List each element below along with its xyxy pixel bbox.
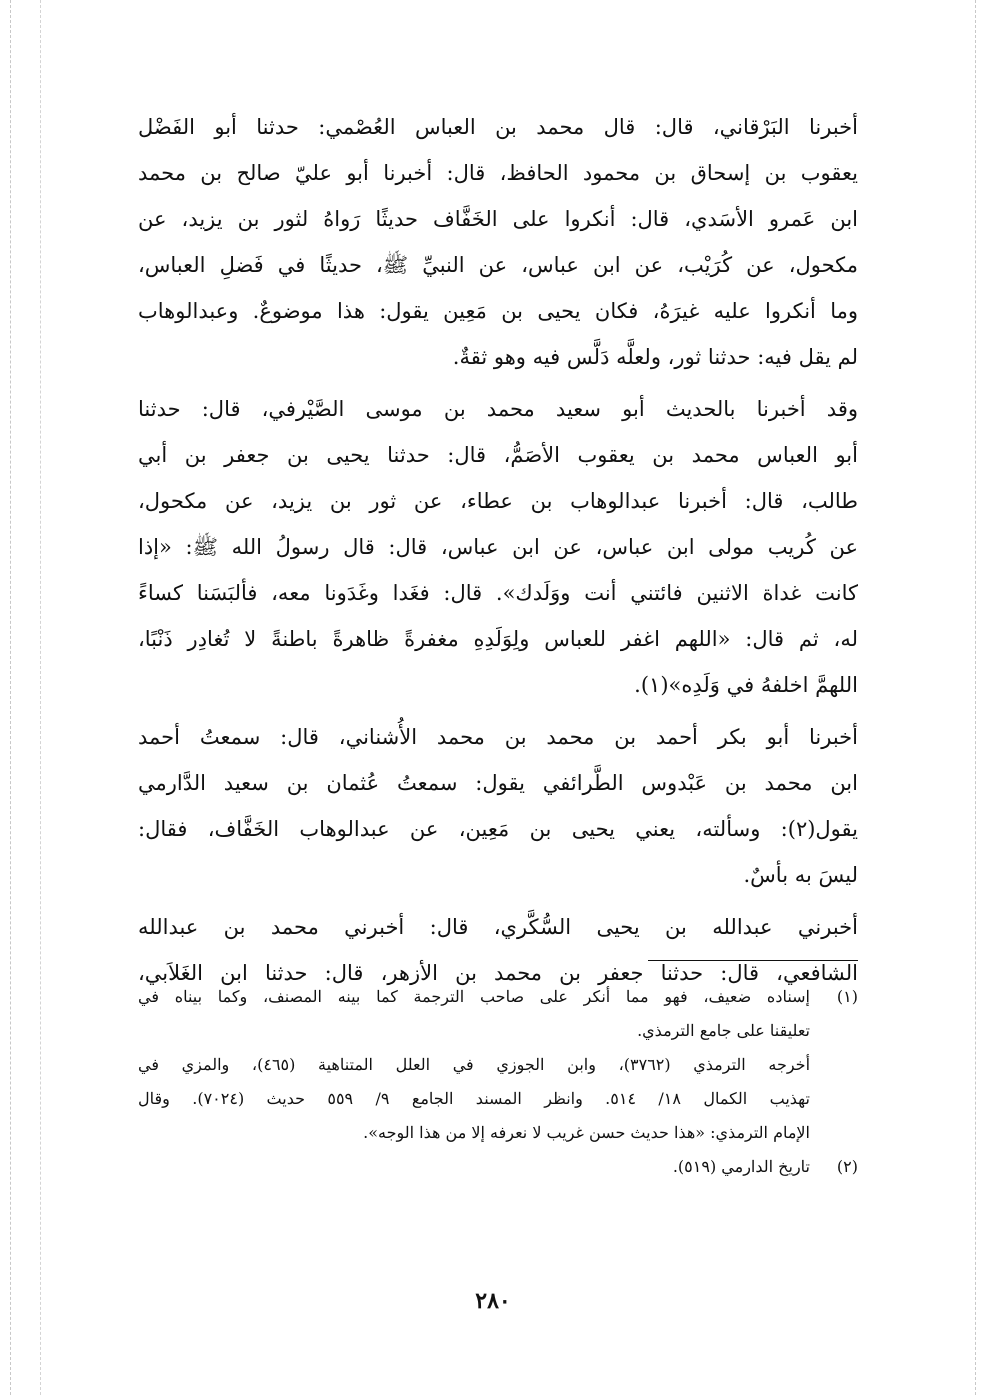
text-line: اللهمَّ اخلفهُ في وَلَدِه»(١).: [634, 673, 858, 697]
footnote-line: تعليقنا على جامع الترمذي.: [637, 1021, 810, 1040]
text-line: طالب، قال: أخبرنا عبدالوهاب بن عطاء، عن ثور بن يزيد، عن مكحول،: [138, 489, 858, 513]
page-number: ٢٨٠: [475, 1288, 511, 1314]
text-line: أخبرني عبدالله بن يحيى السُّكَّري، قال: أخبرني محمد بن عبدالله: [138, 915, 858, 939]
footnote-line: الإمام الترمذي: «هذا حديث حسن غريب لا نعرفه إلا من هذا الوجه».: [363, 1123, 810, 1142]
text-line: أخبرنا أبو بكر أحمد بن محمد بن محمد الأُشناني، قال: سمعتُ أحمد: [138, 725, 858, 749]
footnote-line: تهذيب الكمال ١٨/ ٥١٤. وانظر المسند الجامع ٩/ ٥٥٩ حديث (٧٠٢٤). وقال: [138, 1089, 810, 1108]
footnote-body: [138, 980, 810, 1150]
footnote-2: [138, 1150, 858, 1184]
text-line: ابن عَمرو الأسَدي، قال: أنكروا على الخَفَّاف حديثًا رَواهُ لثور بن يزيد، عن: [138, 207, 858, 231]
text-line: كانت غداة الاثنين فائتني أنت ووَلَدك». قال: فغَدا وغَدَونا معه، فألبَسَنا كساءً: [138, 581, 858, 605]
footnotes: [138, 980, 858, 1184]
text-line: يقول(٢): وسألته، يعني يحيى بن مَعِين، عن عبدالوهاب الخَفَّاف، فقال:: [138, 817, 858, 841]
text-line: لم يقل فيه: حدثنا ثور، ولعلَّه دَلَّس فيه وهو ثقةٌ.: [452, 345, 858, 369]
footnote-number: (٢): [836, 1157, 858, 1176]
footnote-line: إسناده ضعيف، فهو مما أنكر على صاحب الترجمة كما بينه المصنف، وكما بيناه في: [138, 987, 810, 1006]
text-line: أبو العباس محمد بن يعقوب الأصَمُّ، قال: حدثنا يحيى بن جعفر بن أبي: [138, 443, 858, 467]
paragraph-2: [138, 386, 858, 708]
main-text: [138, 104, 858, 1002]
text-line: الشافعي، قال: حدثنا جعفر بن محمد بن الأزهر، قال: حدثنا ابن الغَلاَبي،: [138, 961, 858, 985]
footnote-line: تاريخ الدارمي (٥١٩).: [672, 1157, 810, 1176]
footnote-line: أخرجه الترمذي (٣٧٦٢)، وابن الجوزي في العلل المتناهية (٤٦٥)، والمزي في: [138, 1055, 810, 1074]
scan-guide-line: [40, 0, 41, 1395]
text-line: أخبرنا البَرْقاني، قال: قال محمد بن العباس العُصْمي: حدثنا أبو الفَضْل: [138, 115, 858, 139]
scan-guide-line: [10, 0, 11, 1395]
text-line: ابن محمد بن عَبْدوس الطَّرائفي يقول: سمعتُ عُثمان بن سعيد الدَّارمي: [138, 771, 858, 795]
paragraph-1: [138, 104, 858, 380]
footnote-number: (١): [836, 987, 858, 1006]
footnote-body: [138, 1150, 810, 1184]
text-line: وقد أخبرنا بالحديث أبو سعيد محمد بن موسى الصَّيْرفي، قال: حدثنا: [138, 397, 858, 421]
scan-guide-line: [975, 0, 976, 1395]
text-line: عن كُريب مولى ابن عباس، عن ابن عباس، قال: قال رسولُ الله ﷺ: «إذا: [138, 535, 858, 559]
footnote-separator: [648, 960, 858, 961]
text-line: يعقوب بن إسحاق بن محمود الحافظ، قال: أخبرنا أبو عليّ صالح بن محمد: [138, 161, 858, 185]
text-line: مكحول، عن كُرَيْب، عن ابن عباس، عن النبيِّ ﷺ، حديثًا في فَضلِ العباس،: [138, 253, 858, 277]
text-line: ليسَ به بأسٌ.: [743, 863, 858, 887]
footnote-1: [138, 980, 858, 1150]
paragraph-3: [138, 714, 858, 898]
text-line: وما أنكروا عليه غيرَهُ، فكان يحيى بن مَعِين يقول: هذا موضوعٌ. وعبدالوهاب: [138, 299, 858, 323]
text-line: له، ثم قال: «اللهم اغفر للعباس ولِوَلَدِهِ مغفرةً ظاهرةً باطنةً لا تُغادِر ذَنْبًا،: [138, 627, 858, 651]
